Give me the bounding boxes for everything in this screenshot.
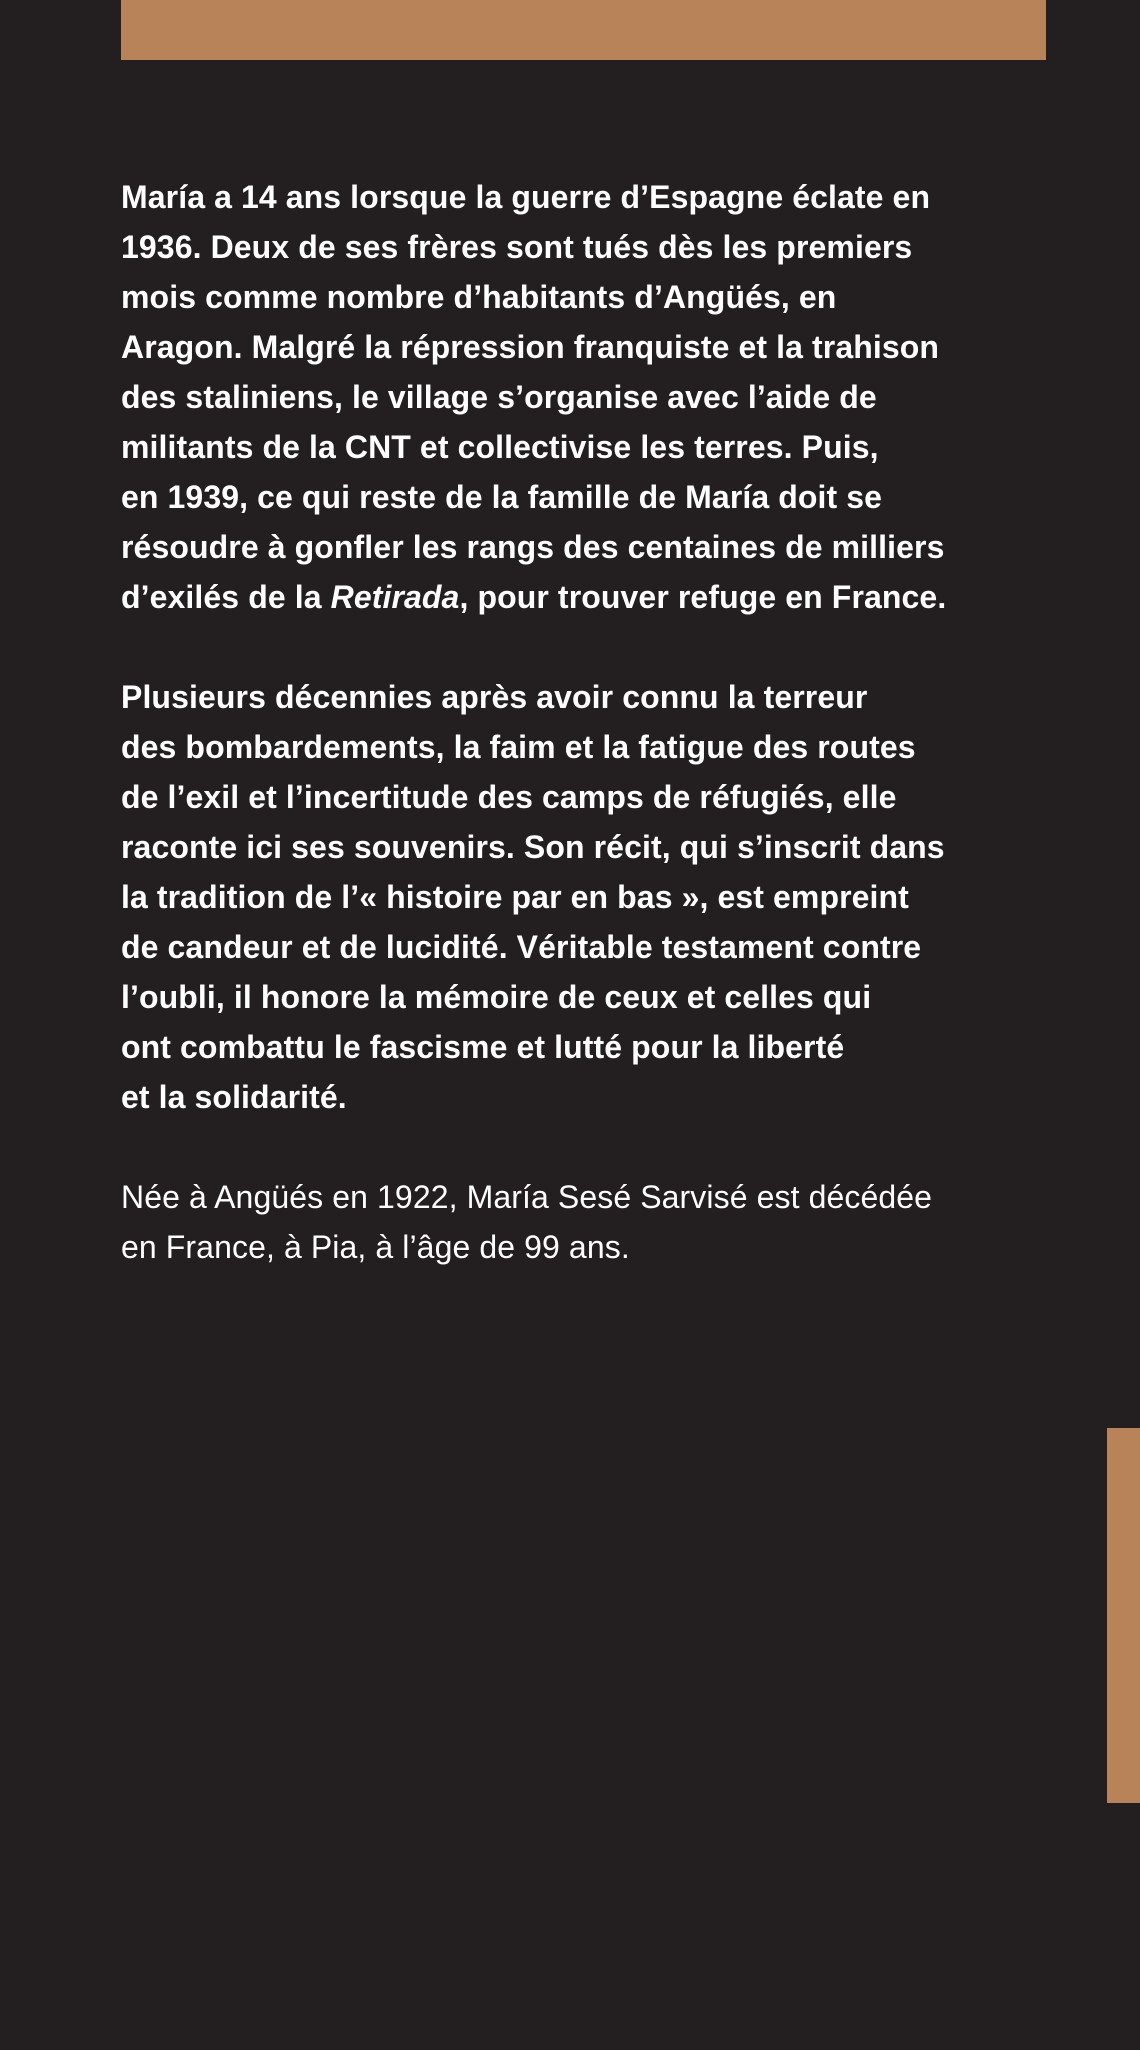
text-line: 1936. Deux de ses frères sont tués dès les premiers [121, 229, 913, 265]
text-line: raconte ici ses souvenirs. Son récit, qui s’inscrit dans [121, 829, 945, 865]
text-line: l’oubli, il honore la mémoire de ceux et celles qui [121, 979, 872, 1015]
summary-paragraph [121, 172, 1046, 622]
side-accent-band [1107, 1428, 1140, 1803]
text-line: des bombardements, la faim et la fatigue des routes [121, 729, 916, 765]
top-accent-band [121, 0, 1046, 60]
text-line: Née à Angüés en 1922, María Sesé Sarvisé est décédée [121, 1179, 933, 1215]
text-line: Plusieurs décennies après avoir connu la terreur [121, 679, 868, 715]
narrative-paragraph [121, 672, 1046, 1122]
text-line: la tradition de l’« histoire par en bas », est empreint [121, 879, 909, 915]
text-fragment: , pour trouver refuge en France. [459, 579, 947, 615]
text-line: et la solidarité. [121, 1079, 347, 1115]
text-fragment: d’exilés de la [121, 579, 331, 615]
text-line: résoudre à gonfler les rangs des centaines de milliers [121, 529, 945, 565]
text-line [121, 572, 1046, 622]
author-bio-paragraph [121, 1172, 1046, 1272]
text-line: María a 14 ans lorsque la guerre d’Espagne éclate en [121, 179, 931, 215]
back-cover-text [121, 172, 1046, 1322]
text-line: Aragon. Malgré la répression franquiste et la trahison [121, 329, 940, 365]
text-line: mois comme nombre d’habitants d’Angüés, en [121, 279, 837, 315]
text-line: de l’exil et l’incertitude des camps de réfugiés, elle [121, 779, 897, 815]
text-line: en France, à Pia, à l’âge de 99 ans. [121, 1229, 630, 1265]
text-line: ont combattu le fascisme et lutté pour la liberté [121, 1029, 845, 1065]
text-line: de candeur et de lucidité. Véritable testament contre [121, 929, 922, 965]
text-line: des staliniens, le village s’organise avec l’aide de [121, 379, 877, 415]
text-line: militants de la CNT et collectivise les terres. Puis, [121, 429, 879, 465]
italic-term: Retirada [330, 579, 460, 615]
text-line: en 1939, ce qui reste de la famille de María doit se [121, 479, 883, 515]
